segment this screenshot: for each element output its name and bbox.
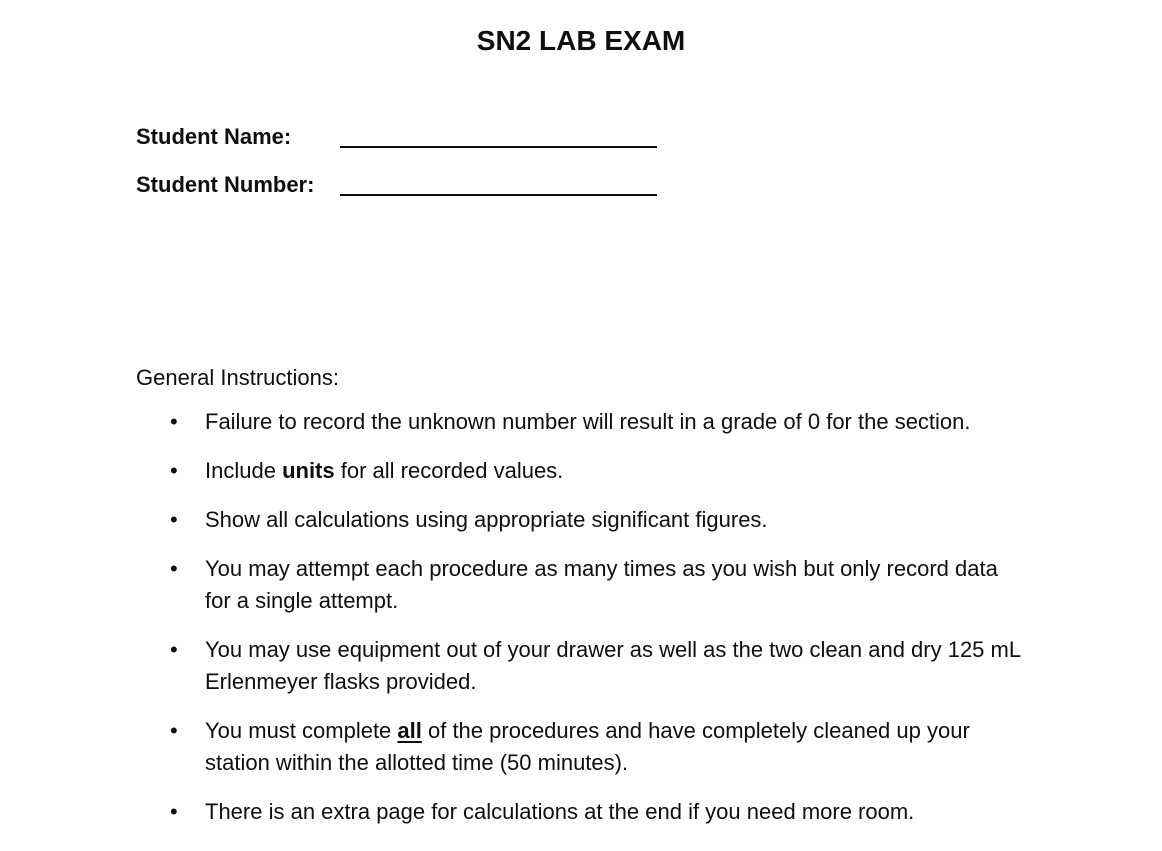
- instruction-text-segment: Include: [205, 458, 283, 483]
- instruction-text-segment: There is an extra page for calculations at the end if you need more room.: [205, 799, 915, 824]
- instruction-text-segment: You may attempt each procedure as many times as you wish but only record data for a single attempt.: [205, 556, 998, 613]
- instruction-text-segment: Show all calculations using appropriate significant figures.: [205, 507, 768, 532]
- instruction-text-segment: all: [397, 718, 422, 743]
- instruction-text-segment: You must complete: [205, 718, 398, 743]
- document-title: SN2 LAB EXAM: [476, 25, 686, 56]
- instruction-item: [136, 796, 1027, 828]
- student-number-label: Student Number:: [136, 172, 315, 197]
- student-number-blank-line[interactable]: [340, 194, 657, 196]
- instructions-list: [136, 406, 1027, 828]
- student-number-row: [136, 170, 1162, 218]
- student-info-section: [136, 122, 1162, 218]
- instruction-item: [136, 455, 1027, 487]
- instruction-item: [136, 715, 1027, 779]
- student-name-blank-line[interactable]: [340, 146, 657, 148]
- instruction-item: [136, 406, 1027, 438]
- instruction-item: [136, 504, 1027, 536]
- instruction-text-segment: for all recorded values.: [334, 458, 564, 483]
- instruction-text-segment: You may use equipment out of your drawer as well as the two clean and dry 125 mL Erlenmeyer flasks provided.: [205, 637, 1021, 694]
- document-page: [0, 24, 1162, 851]
- instruction-item: [136, 553, 1027, 617]
- instruction-text-segment: units: [282, 458, 335, 483]
- instruction-text-segment: of the procedures and have completely cleaned up your station within the allotted time (50 minutes).: [205, 718, 970, 775]
- instruction-item: [136, 634, 1027, 698]
- instructions-heading: General Instructions:: [136, 365, 339, 390]
- instruction-text-segment: Failure to record the unknown number will result in a grade of 0 for the section.: [205, 409, 971, 434]
- student-name-row: [136, 122, 1162, 170]
- student-name-label: Student Name:: [136, 124, 292, 149]
